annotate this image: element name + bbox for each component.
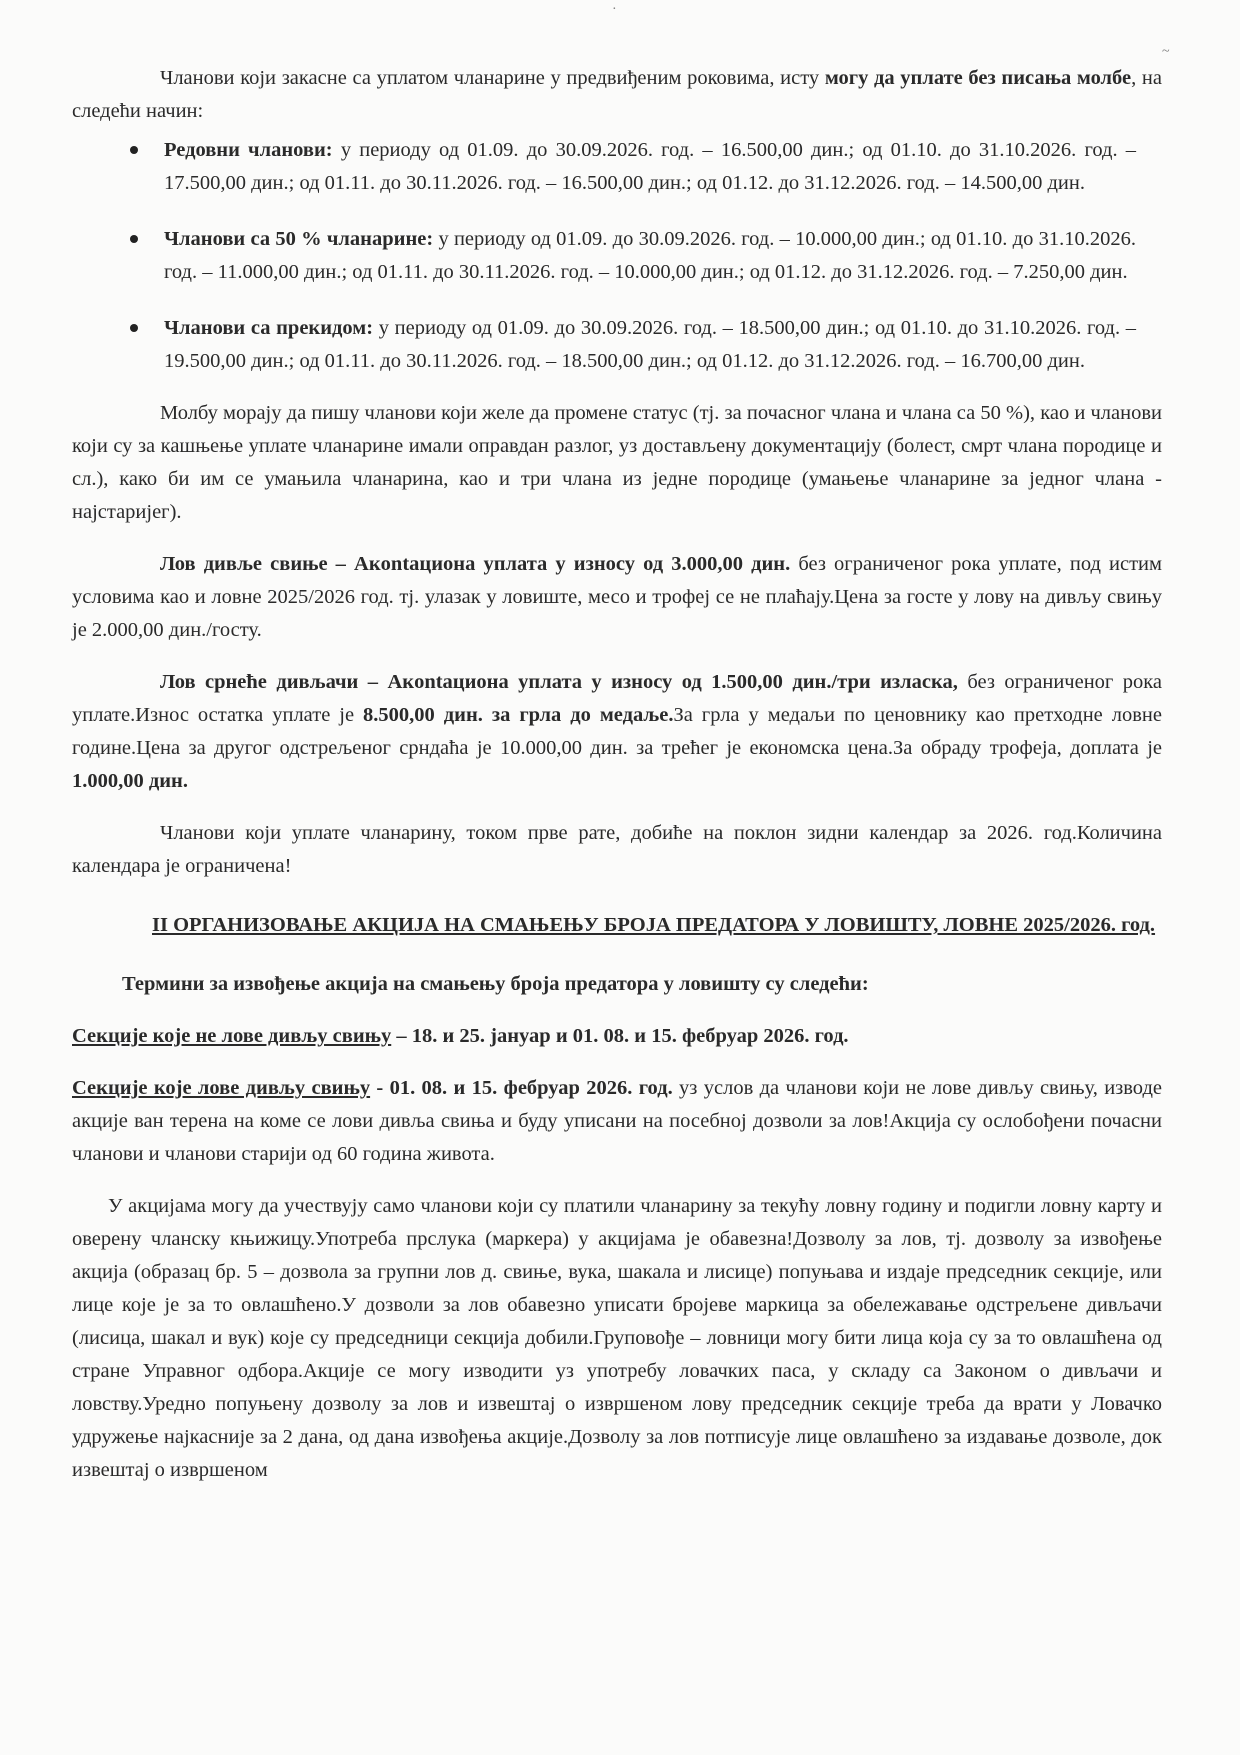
list-item: Чланови са прекидом: у периоду од 01.09. до 30.09.2026. год. – 18.500,00 дин.; од 01.10. до 31.10.2026. год. – 19.500,00 дин.; од 01.11. до 30.11.2026. год. – 18.500,00 дин.; од 01.12. до 31.12.2026. год. – 16.700,00 дин. <box>72 312 1162 378</box>
intro-paragraph: Чланови који закасне са уплатом чланарине у предвиђеним роковима, исту могу да уплате без писања молбе, на следећи начин: <box>72 67 1162 122</box>
roe-deer-paragraph: Лов срнеће дивљачи – Акontaциона уплата у износу од 1.500,00 дин./три изласка, без ограниченог рока уплате.Износ остатка уплате је 8.500,00 дин. за грла до медаље.За грла у медаљи по ценовнику као претходне ловне године.Цена за другог одстрељеног срндаћа је 10.000,00 дин. за трећег је економска цена.За обраду трофеја, доплата је 1.000,00 дин. <box>72 671 1162 792</box>
calendar-paragraph: Чланови који уплате чланарину, током прве рате, добиће на поклон зидни календар за 2026. год.Количина календара је ограничена! <box>72 822 1162 877</box>
terms-heading: Термини за извођење акција на смањењу броја предатора у ловишту су следећи: <box>122 973 869 995</box>
scan-speck: ~ <box>1162 44 1170 59</box>
request-paragraph: Молбу морају да пишу чланови који желе да промене статус (тј. за почасног члана и члана са 50 %), као и чланови који су за кашњење уплате чланарине имали оправдан разлог, уз достављену документацију (болест, смрт члана породице и сл.), како би им се умањила чланарина, као и три члана из једне породице (умањење чланарине за једног члана - најстаријег). <box>72 402 1162 523</box>
bullet-icon <box>130 324 138 332</box>
section-title: II ОРГАНИЗОВАЊЕ АКЦИЈА НА СМАЊЕЊУ БРОЈА ПРЕДАТОРА У ЛОВИШТУ, ЛОВНЕ 2025/2026. год. <box>152 914 1156 936</box>
sections-boar: Секције које лове дивљу свињу - 01. 08. и 15. фебруар 2026. год. уз услов да чланови који не лове дивљу свињу, изводе акције ван терена на коме се лови дивља свиња и буду уписани на посебној дозволи за лов!Акција су ослобођени почасни чланови и чланови старији од 60 година живота. <box>72 1077 1162 1165</box>
sections-no-boar: Секције које не лове дивљу свињу – 18. и 25. јануар и 01. 08. и 15. фебруар 2026. год. <box>72 1025 849 1047</box>
list-item: Чланови са 50 % чланарине: у периоду од 01.09. до 30.09.2026. год. – 10.000,00 дин.; од 01.10. до 31.10.2026. год. – 11.000,00 дин.; од 01.11. до 30.11.2026. год. – 10.000,00 дин.; од 01.12. до 31.12.2026. год. – 7.250,00 дин. <box>72 223 1162 289</box>
bullet-icon <box>130 235 138 243</box>
fee-list <box>72 134 1162 378</box>
final-paragraph: У акцијама могу да учествују само чланови који су платили чланарину за текућу ловну годину и подигли ловну карту и оверену чланску књижицу.Употреба прслука (маркера) у акцијама је обавезна!Дозволу за лов, тј. дозволу за извођење акција (образац бр. 5 – дозвола за групни лов д. свиње, вука, шакала и лисице) попуњава и издаје председник секције, или лице које је за то овлашћено.У дозволи за лов обавезно уписати бројеве маркица за обележавање одстрељене дивљачи (лисица, шакал и вук) које су председници секција добили.Груповође – ловници могу бити лица која су за то овлашћена од стране Управног одбора.Акције се могу изводити уз употребу ловачких паса, у складу са Законом о дивљачи и ловству.Уредно попуњену дозволу за лов и извештај о извршеном лову председник секције треба да врати у Ловачко удружење најкасније за 2 дана, од дана извођења акције.Дозволу за лов потписује лице овлашћено за издавање дозволе, док извештај о извршеном <box>72 1195 1162 1481</box>
bullet-icon <box>130 146 138 154</box>
scan-speck: · <box>612 2 617 17</box>
document-body <box>72 62 1162 1487</box>
boar-hunt-paragraph: Лов дивље свиње – Акontaциона уплата у износу од 3.000,00 дин. без ограниченог рока уплате, под истим условима као и ловне 2025/2026 год. тј. улазак у ловиште, месо и трофеј се не плаћају.Цена за госте у лову на дивљу свињу је 2.000,00 дин./госту. <box>72 553 1162 641</box>
list-item: Редовни чланови: у периоду од 01.09. до 30.09.2026. год. – 16.500,00 дин.; од 01.10. до 31.10.2026. год. – 17.500,00 дин.; од 01.11. до 30.11.2026. год. – 16.500,00 дин.; од 01.12. до 31.12.2026. год. – 14.500,00 дин. <box>72 134 1162 200</box>
